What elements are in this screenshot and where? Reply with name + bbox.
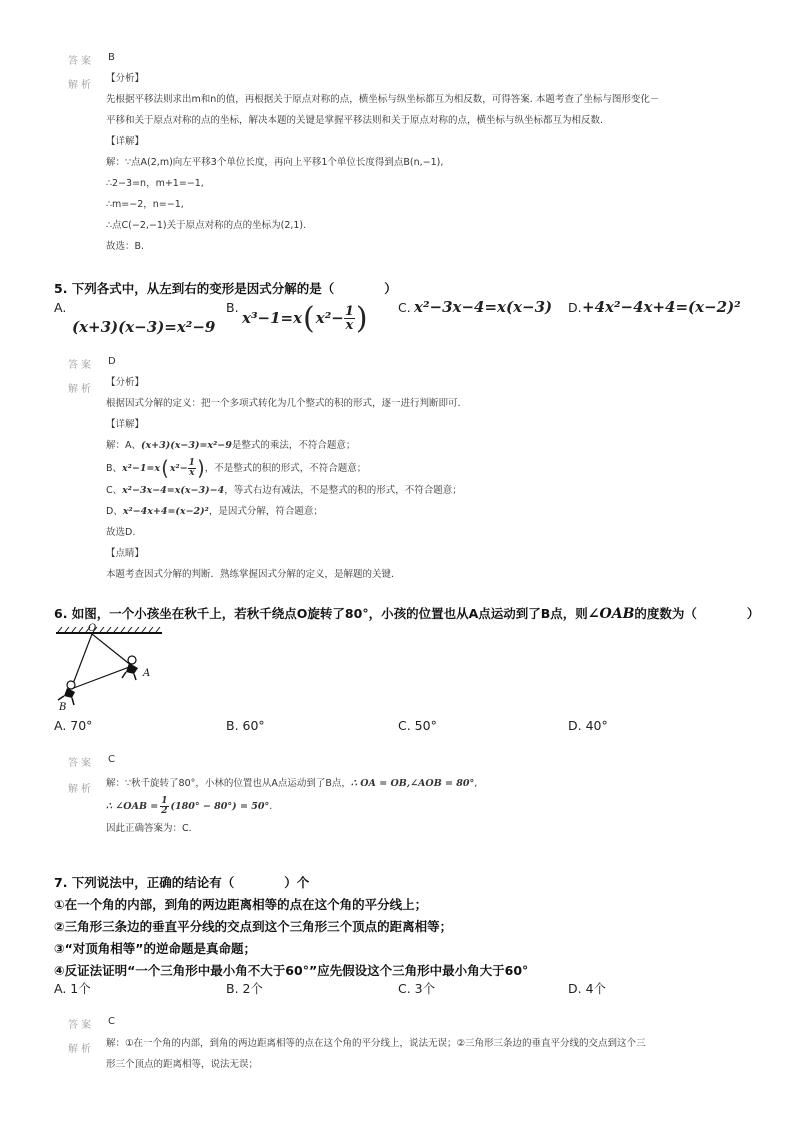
q4-analysis-line2: 平移和关于原点对称的点的坐标，解决本题的关键是掌握平移法则和关于原点对称的点，横坐标与纵坐标都互为相反数. [106,115,604,126]
q5-stem: 5. 下列各式中，从左到右的变形是因式分解的是（ ） [54,281,397,296]
rope-oa [92,634,132,666]
point-o-label: O [88,623,97,634]
q6-a2-pre: ∴ ∠OAB = [106,800,159,812]
ceiling-hatch [58,627,160,632]
answer-label: 答案 [68,1020,94,1031]
q5-detail-b-post: ，不是整式的积的形式，不符合题意； [204,462,367,474]
q5-tip: 本题考查因式分解的判断．熟练掌握因式分解的定义，是解题的关键． [106,569,401,580]
q6-option-a[interactable]: A. 70° [54,718,93,733]
q4-step3: ∴m=−2，n=−1, [106,199,184,210]
q5-option-b-label[interactable]: B. [226,300,239,315]
q6-option-d[interactable]: D. 40° [568,718,608,733]
q6-analysis-line3: 因此正确答案为：C. [106,823,192,834]
q7-option-b[interactable]: B. 2个 [226,981,263,996]
q6-option-b[interactable]: B. 60° [226,718,265,733]
q4-analysis [106,68,766,257]
q7-stem: 7. 下列说法中，正确的结论有（ ）个 [54,875,310,890]
q7-item-2: ②三角形三条边的垂直平分线的交点到这个三角形三个顶点的距离相等； [54,919,453,934]
q6-a1-pre: 解：∵秋千旋转了80°，小林的位置也从A点运动到了B点， [106,778,351,789]
analysis-label: 解析 [68,80,94,91]
frac-den: x [345,317,354,333]
q6-stem-angle: ∠OAB [587,606,635,622]
rope-ob [71,634,92,689]
analysis-label: 解析 [68,1044,94,1055]
frac-num: 1 [161,795,168,806]
q5-detail-head: 【详解】 [106,419,145,430]
q6-a2-frac [160,797,168,816]
q5-detail-b-lhs: x²−1=x [122,462,161,474]
point-a-label: A [143,668,151,679]
q5-detail-d-post: ，是因式分解，符合题意； [208,506,323,517]
q5-option-a-label[interactable]: A. [54,300,67,315]
q5-analysis-text: 根据因式分解的定义：把一个多项式转化为几个整式的积的形式，逐一进行判断即可. [106,398,461,409]
frac-num: 1 [344,303,354,319]
swing-figure [52,622,164,714]
q5-option-b-expr[interactable] [242,296,368,340]
analysis-label: 解析 [68,784,94,795]
q5-option-d-label[interactable]: D. [568,300,582,315]
q5-detail-a [106,435,766,456]
q5-detail-d [106,501,766,522]
q5-option-a-expr[interactable]: (x+3)(x−3)=x²−9 [72,318,216,336]
q5-detail-a-post: 是整式的乘法，不符合题意； [231,440,356,451]
q4-detail-head: 【详解】 [106,136,145,147]
q5-detail-d-expr: x²−4x+4=(x−2)² [122,506,209,517]
q7-option-c[interactable]: C. 3个 [398,981,436,996]
q7-analysis-line2: 形三个顶点的距离相等，说法无误； [106,1059,259,1070]
q5-detail-b-x2: x²− [169,462,188,474]
q5-choose: 故选D. [106,527,136,538]
q5-option-c-expr[interactable]: x²−3x−4=x(x−3) [414,298,553,316]
q5-option-d-expr[interactable]: +4x²−4x+4=(x−2)² [582,298,741,316]
q5-detail-c [106,480,766,501]
q6-answer: C [108,754,115,765]
q5-detail-d-pre: D、 [106,506,123,517]
q5-option-c-label[interactable]: C. [398,300,411,315]
q7-analysis-line1: 解：①在一个角的内部，到角的两边距离相等的点在这个角的平分线上，说法无误；②三角形三条边的垂直平分线的交点到这个三 [106,1038,646,1049]
q5-detail-c-pre: C、 [106,485,123,496]
q5-detail-b-pre: B、 [106,462,123,474]
q5-detail-a-expr: (x+3)(x−3)=x²−9 [141,440,232,451]
q6-a2-end: . [269,800,273,812]
q7-option-d[interactable]: D. 4个 [568,981,607,996]
q7-item-1: ①在一个角的内部，到角的两边距离相等的点在这个角的平分线上； [54,897,428,912]
q6-stem [54,604,759,622]
paren-close: ) [196,455,205,480]
q6-a2-post: (180° − 80°) = 50° [170,800,270,812]
frac-den: x [189,467,195,478]
q5-detail-a-pre: 解：A、 [106,440,141,451]
paren-open: ( [303,300,315,336]
paren-close: ) [355,300,368,336]
q4-step1: 解：∵点A(2,m)向左平移3个单位长度，再向上平移1个单位长度得到点B(n,−1), [106,157,444,168]
answer-label: 答案 [68,758,94,769]
q6-a1-math: ∴ OA = OB,∠AOB = 80° [350,778,475,789]
q7-option-a[interactable]: A. 1个 [54,981,91,996]
paren-open: ( [161,455,169,480]
q5-option-b-frac [344,305,355,332]
q5-detail-c-expr: x²−3x−4=x(x−3)−4 [122,485,225,496]
q4-analysis-head: 【分析】 [106,73,145,84]
q5-tip-head: 【点睛】 [106,548,145,559]
point-b-label: B [59,702,67,713]
q6-analysis [106,773,766,839]
q5-option-b-x2: x²− [315,309,344,327]
q6-a1-post: , [474,778,478,789]
q4-step4: ∴点C(−2,−1)关于原点对称的点的坐标为(2,1). [106,220,307,231]
answer-label: 答案 [68,360,94,371]
q7-analysis [106,1033,786,1075]
answer-label: 答案 [68,56,94,67]
q6-analysis-line2 [106,794,766,818]
q5-detail-b-frac [188,459,196,478]
q7-item-3: ③“对顶角相等”的逆命题是真命题； [54,941,257,956]
frac-num: 1 [188,457,195,468]
q5-detail-b [106,456,766,480]
q5-option-b-lhs: x³−1=x [242,309,303,327]
q6-analysis-line1 [106,773,766,794]
frac-den: 2 [161,805,168,816]
q5-analysis [106,372,766,585]
q6-stem-pre: 6. 如图，一个小孩坐在秋千上，若秋千绕点O旋转了80°，小孩的位置也从A点运动到了B点，则 [54,606,588,621]
q6-stem-post: 的度数为（ ） [634,606,760,621]
q5-detail-c-post: ，等式右边有减法，不是整式的积的形式，不符合题意； [224,485,462,496]
q4-step2: ∴2−3=n，m+1=−1, [106,178,204,189]
q4-step5: 故选：B. [106,241,145,252]
q6-option-c[interactable]: C. 50° [398,718,437,733]
q7-answer: C [108,1016,115,1027]
analysis-label: 解析 [68,384,94,395]
q4-analysis-line1: 先根据平移法则求出m和n的值，再根据关于原点对称的点，横坐标与纵坐标都互为相反数，可得答案. 本题考查了坐标与图形变化－ [106,94,660,105]
q7-item-4: ④反证法证明“一个三角形中最小角不大于60°”应先假设这个三角形中最小角大于60° [54,963,529,978]
q4-answer: B [108,52,115,63]
q5-answer: D [108,356,116,367]
q5-analysis-head: 【分析】 [106,377,145,388]
